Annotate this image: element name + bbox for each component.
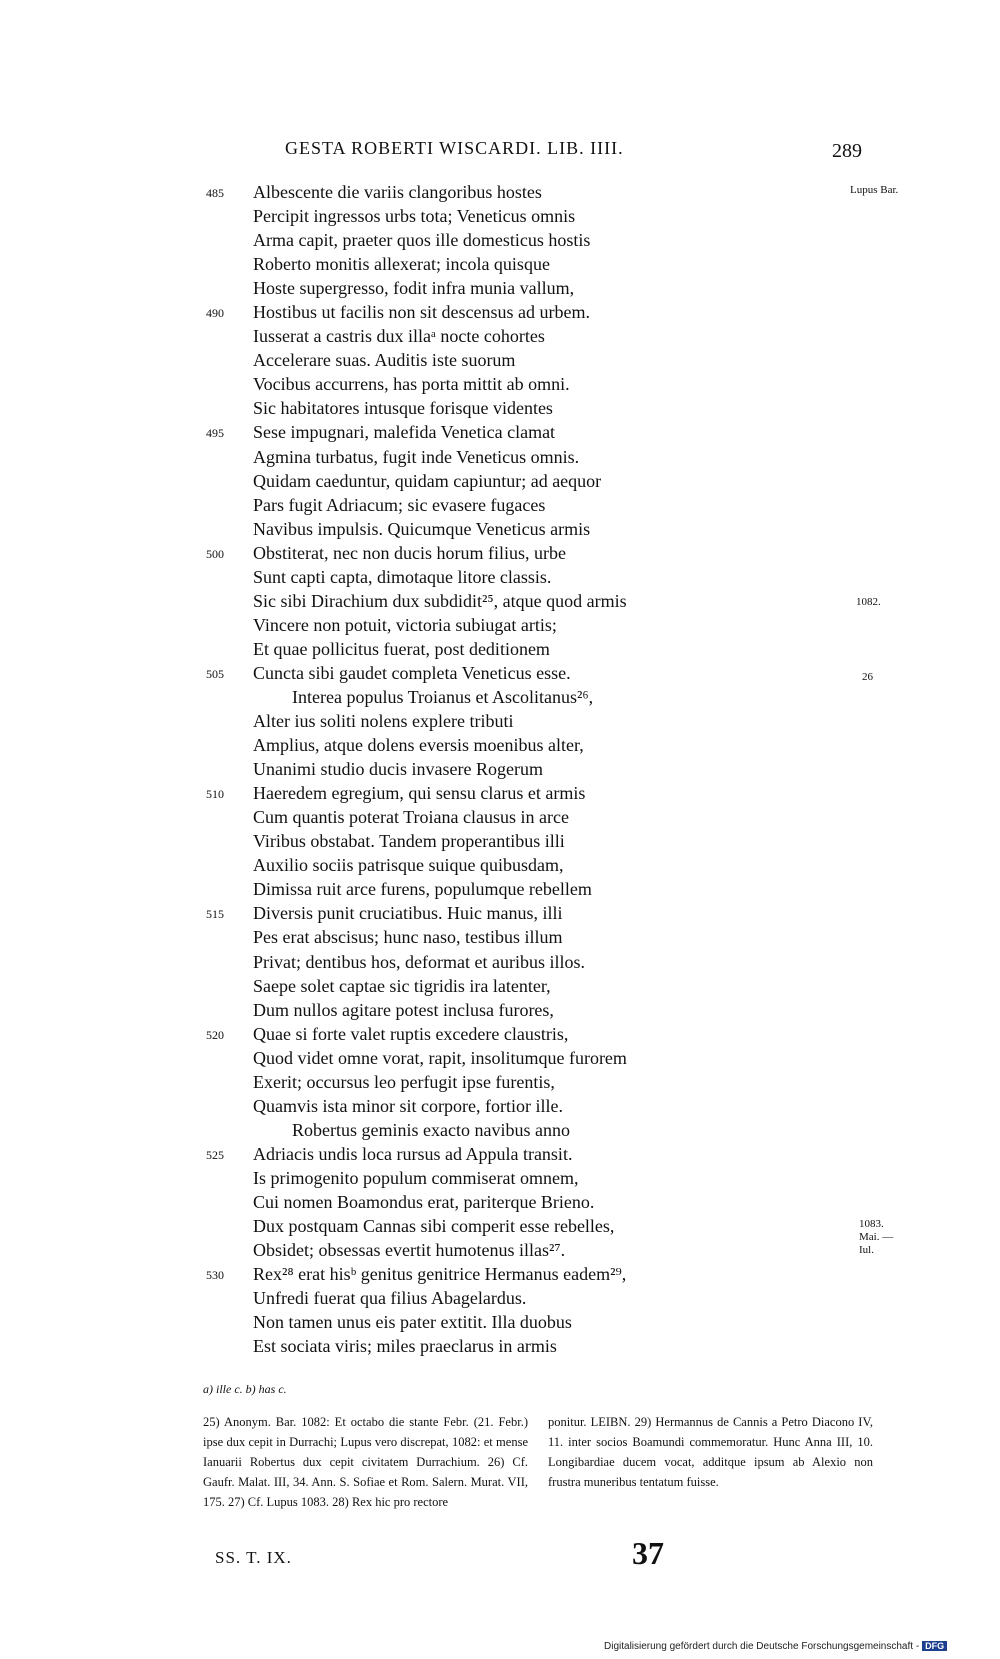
verse-text: Sunt capti capta, dimotaque litore classis. — [253, 566, 552, 587]
verse-text: Quidam caeduntur, quidam capiuntur; ad aequor — [253, 470, 602, 491]
verse-text: Quae si forte valet ruptis excedere claustris, — [253, 1023, 569, 1044]
verse-line — [0, 709, 1000, 733]
verse-text: Quod videt omne vorat, rapit, insolitumque furorem — [253, 1047, 627, 1068]
verse-text: Unfredi fuerat qua filius Abagelardus. — [253, 1288, 527, 1309]
verse-line — [0, 300, 1000, 324]
verse-text: Sese impugnari, malefida Venetica clamat — [253, 422, 556, 443]
verse-line — [0, 925, 1000, 949]
verse-text: Hostibus ut facilis non sit descensus ad urbem. — [253, 302, 590, 323]
line-number: 505 — [206, 666, 224, 681]
verse-text: Obsidet; obsessas evertit humotenus illas²⁷. — [253, 1240, 566, 1261]
verse-line — [0, 493, 1000, 517]
line-number: 525 — [206, 1147, 224, 1162]
sidenote-year-1082: 1082. — [856, 596, 881, 608]
verse-line — [0, 420, 1000, 444]
verse-line — [0, 1238, 1000, 1262]
verse-text: Amplius, atque dolens eversis moenibus alter, — [253, 735, 584, 756]
sidenote-months-1: Mai. — — [859, 1231, 894, 1243]
verse-line — [0, 252, 1000, 276]
verse-line — [0, 469, 1000, 493]
verse-line — [0, 348, 1000, 372]
verse-line — [0, 541, 1000, 565]
verse-line — [0, 204, 1000, 228]
verse-text: Obstiterat, nec non ducis horum filius, urbe — [253, 542, 566, 563]
verse-text: Exerit; occursus leo perfugit ipse furentis, — [253, 1071, 555, 1092]
verse-line — [0, 1118, 1000, 1142]
verse-text: Robertus geminis exacto navibus anno — [292, 1119, 570, 1140]
verse-line — [0, 685, 1000, 709]
verse-text: Diversis punit cruciatibus. Huic manus, illi — [253, 903, 563, 924]
verse-text: Is primogenito populum commiserat omnem, — [253, 1167, 579, 1188]
footnotes-left-column — [203, 1412, 528, 1512]
verse-text: Privat; dentibus hos, deformat et auribus illos. — [253, 951, 585, 972]
footnote-text: 25) Anonym. Bar. 1082: Et octabo die stante Febr. (21. Febr.) ipse dux cepit in Durrachi; Lupus vero discrepat, 1082: et mense Ianuarii Robertus dux cepit civitatem Durrachium. 26) Cf. Gaufr. Malat. III, 34. Ann. S. Sofiae et Rom. Salern. Murat. VII, 175. 27) Cf. Lupus 1083. 28) Rex hic pro rectore — [203, 1415, 528, 1509]
verse-text: Alter ius soliti nolens explere tributi — [253, 711, 514, 732]
verse-line — [0, 637, 1000, 661]
sidenote-ref-26: 26 — [862, 671, 873, 683]
verse-line — [0, 1310, 1000, 1334]
line-number: 495 — [206, 426, 224, 441]
verse-text: Navibus impulsis. Quicumque Veneticus armis — [253, 518, 591, 539]
verse-text: Iusserat a castris dux illaᵃ nocte cohortes — [253, 326, 545, 347]
verse-text: Agmina turbatus, fugit inde Veneticus omnis. — [253, 446, 580, 467]
verse-text: Dimissa ruit arce furens, populumque rebellem — [253, 879, 592, 900]
verse-line — [0, 757, 1000, 781]
verse-text: Dum nullos agitare potest inclusa furores, — [253, 999, 554, 1020]
verse-text: Cui nomen Boamondus erat, pariterque Brieno. — [253, 1191, 595, 1212]
verse-text: Rex²⁸ erat hisᵇ genitus genitrice Hermanus eadem²⁹, — [253, 1264, 627, 1285]
footnote-text: ponitur. LEIBN. 29) Hermannus de Cannis a Petro Diacono IV, 11. inter socios Boamundi commemoratur. Hunc Anna III, 10. Longibardiae ducem vocat, additque ipsum ab Alexio non frustra muneribus tentatum fuisse. — [548, 1415, 873, 1489]
verse-line — [0, 276, 1000, 300]
verse-line — [0, 324, 1000, 348]
verse-text: Pes erat abscisus; hunc naso, testibus illum — [253, 927, 563, 948]
line-number: 500 — [206, 546, 224, 561]
verse-text: Adriacis undis loca rursus ad Appula transit. — [253, 1143, 573, 1164]
verse-line — [0, 445, 1000, 469]
running-head: GESTA ROBERTI WISCARDI. LIB. IIII. — [285, 138, 624, 158]
verse-line — [0, 974, 1000, 998]
verse-text: Sic sibi Dirachium dux subdidit²⁵, atque quod armis — [253, 590, 627, 611]
verse-text: Cum quantis poterat Troiana clausus in arce — [253, 807, 569, 828]
verse-line — [0, 1190, 1000, 1214]
verse-text: Arma capit, praeter quos ille domesticus hostis — [253, 230, 591, 251]
verse-text: Auxilio sociis patrisque suique quibusdam, — [253, 855, 564, 876]
verse-line — [0, 517, 1000, 541]
line-number: 515 — [206, 907, 224, 922]
verse-line — [0, 805, 1000, 829]
verse-line — [0, 1046, 1000, 1070]
verse-text: Sic habitatores intusque forisque videntes — [253, 398, 553, 419]
line-number: 520 — [206, 1027, 224, 1042]
line-number: 530 — [206, 1268, 224, 1283]
verse-text: Et quae pollicitus fuerat, post deditionem — [253, 638, 550, 659]
sidenote-source: Lupus Bar. — [850, 184, 899, 196]
footnotes — [203, 1412, 873, 1512]
verse-text: Albescente die variis clangoribus hostes — [253, 182, 542, 202]
verse-line — [0, 1094, 1000, 1118]
verse-text: Vocibus accurrens, has porta mittit ab omni. — [253, 374, 570, 395]
verse-text: Viribus obstabat. Tandem properantibus illi — [253, 831, 565, 852]
verse-text: Hoste supergresso, fodit infra munia vallum, — [253, 278, 575, 299]
poem-text — [0, 180, 1000, 1358]
verse-text: Interea populus Troianus et Ascolitanus²⁶, — [292, 686, 594, 707]
verse-line — [0, 1334, 1000, 1358]
verse-text: Dux postquam Cannas sibi comperit esse rebelles, — [253, 1216, 615, 1237]
signature-mark: SS. T. IX. — [215, 1548, 292, 1567]
verse-line — [0, 396, 1000, 420]
footnotes-right-column — [548, 1412, 873, 1512]
verse-text: Vincere non potuit, victoria subiugat artis; — [253, 614, 557, 635]
verse-text: Cuncta sibi gaudet completa Veneticus esse. — [253, 662, 571, 683]
sidenote-year-1083: 1083. — [859, 1218, 884, 1230]
line-number: 510 — [206, 787, 224, 802]
verse-line — [0, 613, 1000, 637]
line-number: 485 — [206, 186, 224, 200]
verse-text: Saepe solet captae sic tigridis ira latenter, — [253, 975, 551, 996]
verse-line — [0, 1142, 1000, 1166]
verse-line — [0, 733, 1000, 757]
verse-line — [0, 1022, 1000, 1046]
verse-line — [0, 998, 1000, 1022]
dfg-credit — [604, 1641, 947, 1652]
verse-line — [0, 228, 1000, 252]
line-number: 490 — [206, 306, 224, 321]
verse-line — [0, 853, 1000, 877]
verse-text: Est sociata viris; miles praeclarus in armis — [253, 1336, 557, 1357]
verse-line — [0, 589, 1000, 613]
page-number: 289 — [832, 140, 862, 162]
verse-text: Pars fugit Adriacum; sic evasere fugaces — [253, 494, 546, 515]
verse-line — [0, 1286, 1000, 1310]
verse-line — [0, 950, 1000, 974]
dfg-logo-icon: DFG — [922, 1641, 947, 1651]
verse-text: Accelerare suas. Auditis iste suorum — [253, 350, 516, 371]
sidenote-months-2: Iul. — [859, 1244, 874, 1256]
dfg-credit-text: Digitalisierung gefördert durch die Deutsche Forschungsgemeinschaft - — [604, 1641, 920, 1652]
verse-line — [0, 829, 1000, 853]
sheet-number: 37 — [632, 1535, 664, 1571]
verse-text: Haeredem egregium, qui sensu clarus et armis — [253, 783, 586, 804]
verse-text: Unanimi studio ducis invasere Rogerum — [253, 759, 543, 780]
verse-line — [0, 901, 1000, 925]
verse-line — [0, 1070, 1000, 1094]
verse-text: Percipit ingressos urbs tota; Veneticus omnis — [253, 206, 576, 227]
verse-line — [0, 1166, 1000, 1190]
verse-line — [0, 1214, 1000, 1238]
verse-line — [0, 877, 1000, 901]
verse-line — [0, 1262, 1000, 1286]
verse-line — [0, 565, 1000, 589]
verse-text: Roberto monitis allexerat; incola quisque — [253, 254, 550, 275]
verse-line — [0, 661, 1000, 685]
critical-apparatus: a) ille c. b) has c. — [203, 1382, 287, 1396]
verse-line — [0, 781, 1000, 805]
verse-line — [0, 372, 1000, 396]
verse-text: Non tamen unus eis pater extitit. Illa duobus — [253, 1312, 572, 1333]
verse-text: Quamvis ista minor sit corpore, fortior ille. — [253, 1095, 563, 1116]
